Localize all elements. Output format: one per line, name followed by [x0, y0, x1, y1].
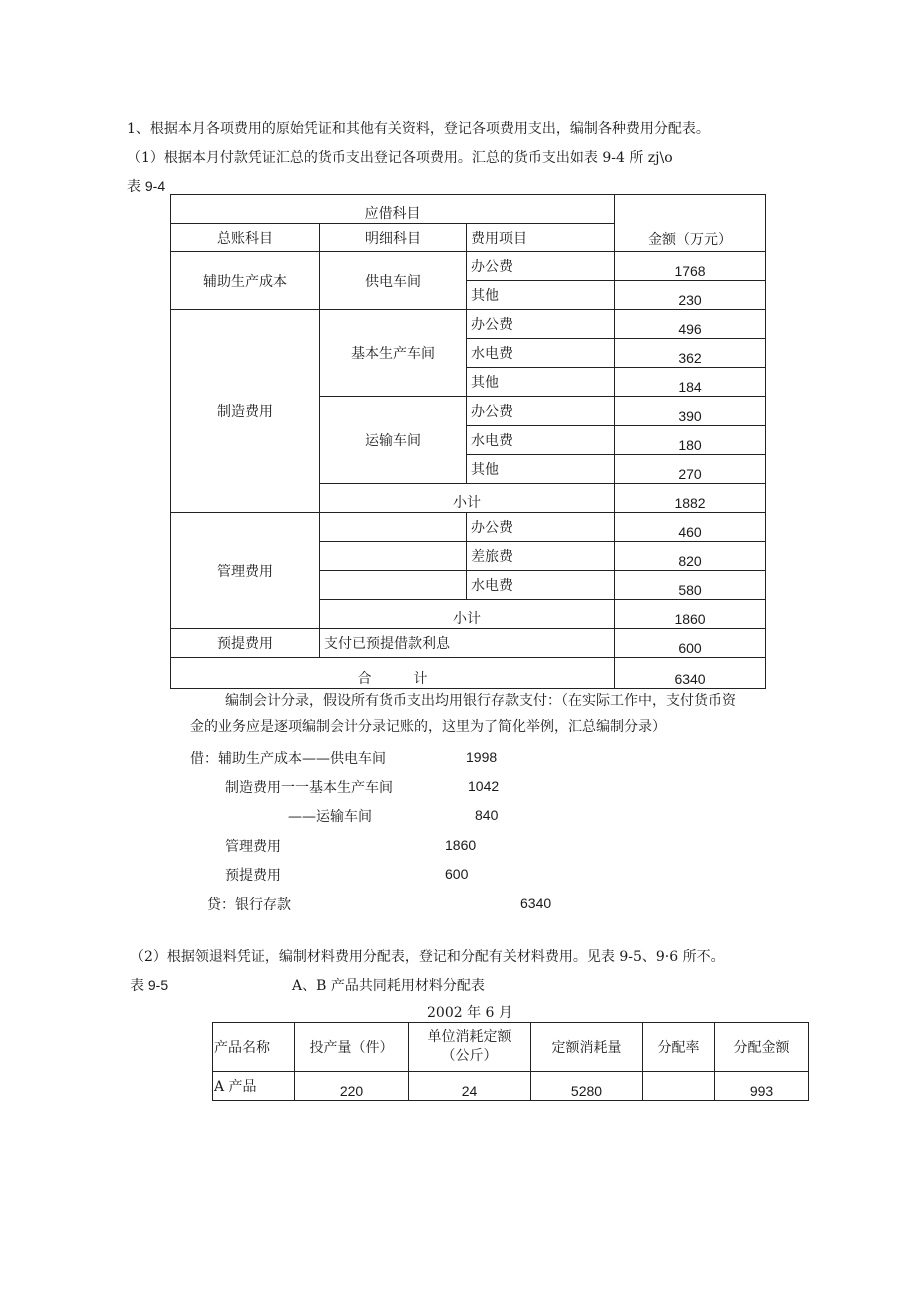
table-cell-amount: 230	[615, 281, 766, 310]
table-cell-item: 差旅费	[467, 542, 615, 571]
table-cell-amount: 270	[615, 455, 766, 484]
expense-table-9-4	[170, 194, 766, 689]
journal-line-value: 6340	[520, 895, 552, 911]
journal-line-value: 1998	[466, 749, 498, 765]
journal-intro-line-1: 编制会计分录，假设所有货币支出均用银行存款支付：（在实际工作中，支付货币资	[225, 693, 736, 709]
table-cell-quota-consumption: 5280	[531, 1072, 643, 1101]
table-cell-item: 支付已预提借款利息	[320, 629, 615, 658]
table-cell-item: 办公费	[467, 252, 615, 281]
journal-line-value: 600	[445, 866, 469, 882]
group-manufacturing-overhead: 制造费用	[171, 310, 320, 513]
table-cell-item: 办公费	[467, 397, 615, 426]
sub-paragraph-1: （1）根据本月付款凭证汇总的货币支出登记各项费用。汇总的货币支出如表 9-4 所 zj\o	[127, 150, 673, 166]
header-allocation-amount: 分配金额	[715, 1023, 809, 1072]
table-cell-empty	[320, 513, 467, 542]
intro-paragraph: 1、根据本月各项费用的原始凭证和其他有关资料，登记各项费用支出，编制各种费用分配表。	[127, 121, 710, 137]
header-debit-account: 应借科目	[171, 195, 615, 224]
table-cell-amount: 496	[615, 310, 766, 339]
journal-line-label: ——运输车间	[288, 809, 372, 825]
table-9-5-date: 2002 年 6 月	[427, 1005, 513, 1021]
table-cell-amount: 993	[715, 1072, 809, 1101]
journal-line-label: 借：辅助生产成本——供电车间	[190, 751, 386, 767]
table-cell-empty	[320, 542, 467, 571]
group-aux-production: 辅助生产成本	[171, 252, 320, 310]
header-output-qty: 投产量（件）	[295, 1023, 409, 1072]
sub-paragraph-2: （2）根据领退料凭证，编制材料费用分配表，登记和分配有关材料费用。见表 9-5、9·6 所不。	[130, 949, 725, 965]
material-allocation-table-9-5	[212, 1022, 809, 1101]
table-cell-amount: 600	[615, 629, 766, 658]
subtotal-label: 小计	[320, 484, 615, 513]
subtotal-amount: 1882	[615, 484, 766, 513]
table-cell-amount: 460	[615, 513, 766, 542]
table-cell-amount: 390	[615, 397, 766, 426]
table-cell-amount: 180	[615, 426, 766, 455]
header-quota-consumption: 定额消耗量	[531, 1023, 643, 1072]
table-9-5-caption: 表 9-5	[130, 977, 169, 993]
journal-line-value: 840	[475, 807, 499, 823]
detail-basic-workshop: 基本生产车间	[320, 310, 467, 397]
total-label: 合 计	[171, 658, 615, 689]
group-admin-expense: 管理费用	[171, 513, 320, 629]
header-detail-account: 明细科目	[320, 224, 467, 252]
table-9-4-caption: 表 9-4	[127, 178, 166, 194]
table-cell-item: 其他	[467, 455, 615, 484]
header-product-name: 产品名称	[213, 1023, 295, 1072]
detail-power-workshop: 供电车间	[320, 252, 467, 310]
table-cell-amount: 580	[615, 571, 766, 600]
header-expense-item: 费用项目	[467, 224, 615, 252]
subtotal-label: 小计	[320, 600, 615, 629]
table-cell-empty	[320, 571, 467, 600]
journal-line-label: 预提费用	[225, 868, 281, 884]
total-amount: 6340	[615, 658, 766, 689]
journal-line-label: 贷：银行存款	[207, 897, 291, 913]
header-unit-quota-line2: （公斤）	[441, 1048, 498, 1064]
table-cell-amount: 820	[615, 542, 766, 571]
table-cell-item: 其他	[467, 281, 615, 310]
header-allocation-rate: 分配率	[643, 1023, 715, 1072]
group-accrued-expense: 预提费用	[171, 629, 320, 658]
detail-transport-workshop: 运输车间	[320, 397, 467, 484]
table-cell-rate	[643, 1072, 715, 1101]
journal-line-value: 1042	[468, 778, 500, 794]
table-cell-item: 水电费	[467, 426, 615, 455]
header-general-ledger: 总账科目	[171, 224, 320, 252]
header-unit-quota	[409, 1023, 531, 1072]
journal-intro-line-2: 金的业务应是逐项编制会计分录记账的，这里为了简化举例，汇总编制分录）	[190, 719, 666, 735]
table-cell-item: 办公费	[467, 310, 615, 339]
table-cell-product: A 产品	[213, 1072, 295, 1101]
table-cell-amount: 1768	[615, 252, 766, 281]
journal-line-value: 1860	[445, 837, 477, 853]
journal-line-label: 管理费用	[225, 839, 281, 855]
table-cell-unit-quota: 24	[409, 1072, 531, 1101]
table-9-5-title: A、B 产品共同耗用材料分配表	[292, 978, 485, 994]
table-cell-item: 办公费	[467, 513, 615, 542]
journal-line-label: 制造费用一一基本生产车间	[225, 780, 393, 796]
subtotal-amount: 1860	[615, 600, 766, 629]
table-cell-amount: 184	[615, 368, 766, 397]
table-cell-item: 水电费	[467, 339, 615, 368]
header-amount: 金额（万元）	[615, 195, 766, 252]
table-cell-item: 水电费	[467, 571, 615, 600]
header-unit-quota-line1: 单位消耗定额	[427, 1029, 512, 1045]
table-cell-output: 220	[295, 1072, 409, 1101]
table-cell-item: 其他	[467, 368, 615, 397]
table-cell-amount: 362	[615, 339, 766, 368]
